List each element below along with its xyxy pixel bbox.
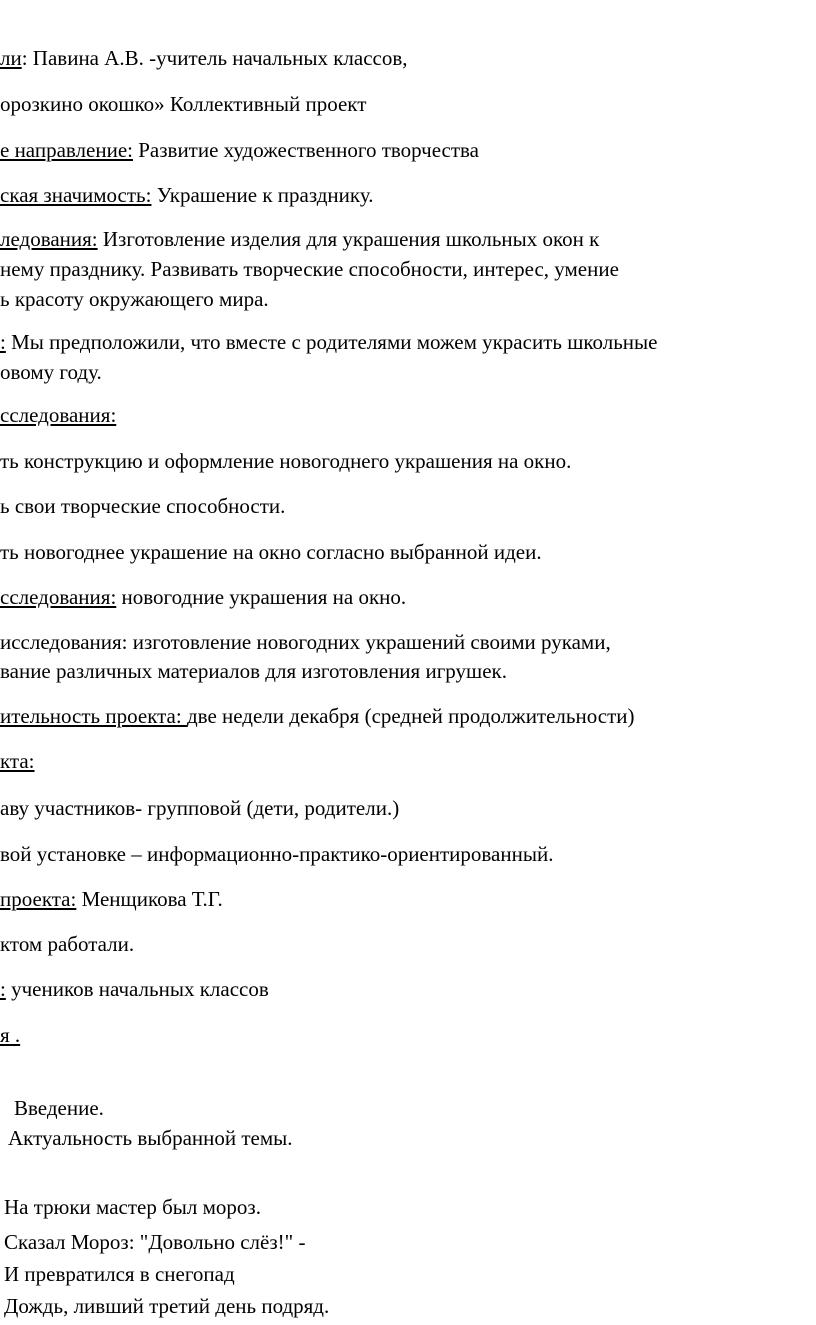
goal-line: ледования: Изготовление изделия для украшения школьных окон к (0, 227, 600, 251)
hypothesis-line-2: овому году. (0, 360, 102, 384)
section-end-line: я . (0, 1023, 21, 1047)
poem-line: На трюки мастер был мороз. (4, 1195, 261, 1219)
project-title-line: орозкино окошко» Коллективный проект (0, 92, 367, 116)
hypothesis-line: : Мы предположили, что вместе с родителями можем украсить школьные (0, 330, 658, 354)
significance-line: ская значимость: Украшение к празднику. (0, 183, 374, 207)
poem-line: Сказал Мороз: "Довольно слёз!" - (4, 1230, 306, 1254)
goal-line-2: нему празднику. Развивать творческие способности, интерес, умение (0, 257, 619, 281)
subject-line-2: вание различных материалов для изготовления игрушек. (0, 659, 507, 683)
task-item-1: ть конструкцию и оформление новогоднего украшения на окно. (0, 449, 572, 473)
poem-line: Дождь, ливший третий день подряд. (4, 1294, 330, 1318)
intro-heading: Введение. (14, 1096, 104, 1120)
authors-line: ли: Павина А.В. -учитель начальных классов, (0, 46, 408, 70)
task-item-3: ть новогоднее украшение на окно согласно выбранной идеи. (0, 540, 542, 564)
participants-pupils-line: : учеников начальных классов (0, 977, 269, 1001)
direction-line: е направление: Развитие художественного творчества (0, 138, 480, 162)
task-item-2: ь свои творческие способности. (0, 494, 286, 518)
poem-line: И превратился в снегопад (4, 1262, 235, 1286)
duration-line: ительность проекта: две недели декабря (средней продолжительности) (0, 704, 635, 728)
subject-line: исследования: изготовление новогодних украшений своими руками, (0, 630, 611, 654)
goal-line-3: ь красоту окружающего мира. (0, 287, 269, 311)
target-line: вой установке – информационно-практико-ориентированный. (0, 842, 554, 866)
tasks-heading: сследования: (0, 403, 117, 427)
participants-line: аву участников- групповой (дети, родители.) (0, 796, 400, 820)
object-line: сследования: новогодние украшения на окно. (0, 585, 407, 609)
project-type-heading: кта: (0, 749, 35, 773)
topic-relevance-line: Актуальность выбранной темы. (8, 1126, 293, 1150)
supervisor-line: проекта: Менщикова Т.Г. (0, 887, 223, 911)
worked-line: ктом работали. (0, 932, 135, 956)
